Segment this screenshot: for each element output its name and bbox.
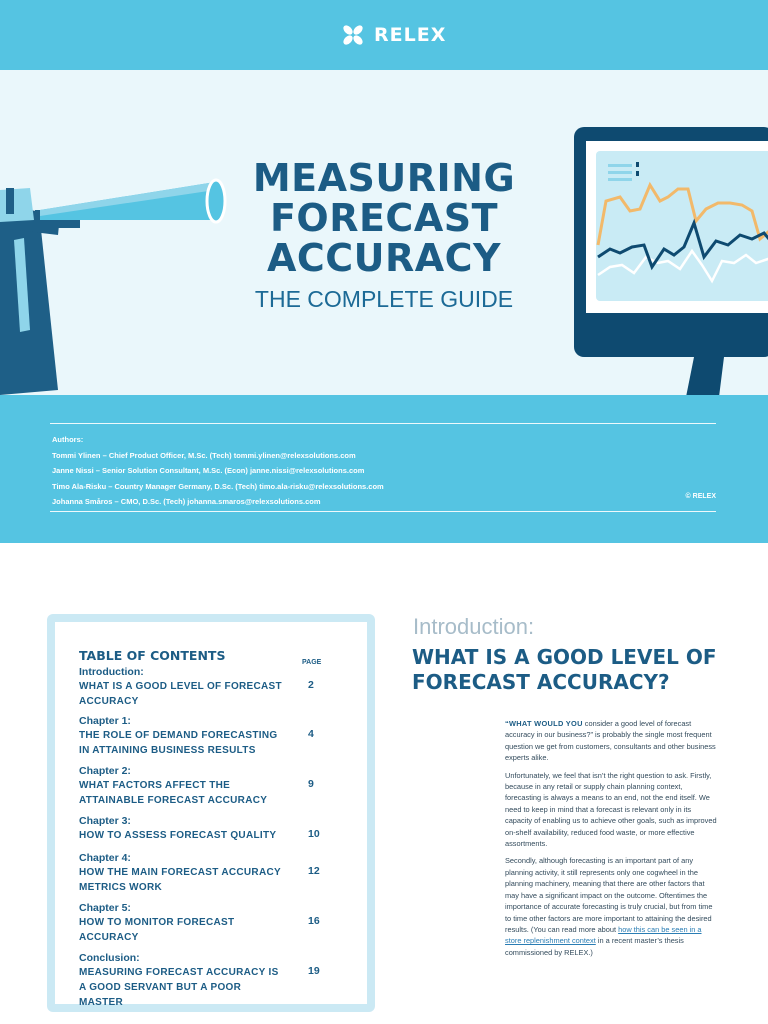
toc-name: WHAT FACTORS AFFECT THE ATTAINABLE FORECAST ACCURACY [79, 780, 268, 806]
author-2: Janne Nissi – Senior Solution Consultant, M.Sc. (Econ) janne.nissi@relexsolutions.com [52, 466, 365, 475]
intro-label: Introduction: [413, 614, 535, 639]
toc-chapter: Chapter 2: [79, 765, 131, 777]
authors-label: Authors: [52, 435, 84, 444]
toc-title: TABLE OF CONTENTS [79, 648, 226, 663]
author-3: Timo Ala-Risku – Country Manager Germany, D.Sc. (Tech) timo.ala-risku@relexsolutions.com [52, 481, 384, 491]
toc-chapter: Conclusion: [79, 952, 140, 964]
toc-name: HOW THE MAIN FORECAST ACCURACY METRICS WORK [79, 867, 281, 893]
toc-name: THE ROLE OF DEMAND FORECASTING IN ATTAINING BUSINESS RESULTS [79, 730, 278, 756]
toc-page: 4 [308, 728, 314, 740]
toc-page-header: PAGE [302, 659, 322, 666]
paragraph-text: in a recent master’s thesis commissioned by RELEX.) [505, 936, 684, 957]
toc-item-chapter-3[interactable] [79, 815, 359, 843]
toc-chapter: Chapter 4: [79, 852, 131, 864]
table-of-contents [47, 614, 375, 1012]
thesis-link[interactable]: how this can be seen in a store replenishment context [505, 924, 702, 946]
author-4: Johanna Småros – CMO, D.Sc. (Tech) johanna.smaros@relexsolutions.com [52, 497, 321, 506]
toc-name: WHAT IS A GOOD LEVEL OF FORECAST ACCURACY [79, 681, 282, 707]
toc-page: 16 [308, 915, 320, 927]
toc-chapter: Chapter 5: [79, 902, 131, 914]
toc-item-chapter-5[interactable] [79, 902, 359, 945]
toc-item-conclusion[interactable] [79, 952, 359, 1010]
intro-heading: WHAT IS A GOOD LEVEL OF FORECAST ACCURACY? [412, 645, 717, 694]
toc-name: MEASURING FORECAST ACCURACY IS A GOOD SERVANT BUT A POOR MASTER [79, 967, 279, 1008]
title-line-2: FORECAST [269, 196, 499, 240]
toc-page: 19 [308, 965, 320, 977]
toc-chapter: Introduction: [79, 666, 144, 678]
author-1: Tommi Ylinen – Chief Product Officer, M.Sc. (Tech) tommi.ylinen@relexsolutions.com [52, 450, 356, 460]
toc-page: 12 [308, 865, 320, 877]
toc-name: HOW TO ASSESS FORECAST QUALITY [79, 830, 277, 841]
intro-paragraph-2: Unfortunately, we feel that isn’t the right question to ask. Firstly, because in any retail or supply chain planning context, forecasting is always a means to an end, not the end itself. We need to keep in mind that a forecast is relevant only in its capacity of enabling us to achieve other goals, such as improved on-shelf availability, reduced food waste, or more effective assortments. [505, 770, 717, 849]
toc-page: 10 [308, 828, 320, 840]
relex-flower-icon [340, 22, 366, 48]
toc-chapter: Chapter 1: [79, 715, 131, 727]
paragraph-text: consider a good level of forecast accuracy in our business?” is probably the single most frequent question we get from customers, consultants and other business experts alike. [505, 719, 716, 763]
divider-top [50, 423, 716, 424]
intro-paragraph-1 [505, 718, 717, 764]
paragraph-text: Secondly, although forecasting is an important part of any planning activity, it still represents only one cogwheel in the planning machinery, meaning that there are other factors that may have a significant impact on the outcome. Oftentimes the importance of accurate forecasting is truly crucial, but from time to time other factors are more important to attaining the desired results. (You can read more about [505, 856, 713, 934]
copyright: © RELEX [685, 493, 716, 500]
title-line-3: ACCURACY [266, 236, 502, 280]
brand-name: RELEX [374, 24, 447, 46]
hero-section [0, 70, 768, 395]
authors-band [0, 395, 768, 543]
toc-name: HOW TO MONITOR FORECAST ACCURACY [79, 917, 235, 943]
divider-bottom [50, 511, 716, 512]
authors-list [52, 432, 384, 510]
guide-subtitle: THE COMPLETE GUIDE [254, 286, 514, 312]
toc-page: 2 [308, 679, 314, 691]
toc-item-chapter-2[interactable] [79, 765, 359, 808]
relex-logo [340, 22, 446, 48]
title-line-1: MEASURING [252, 156, 516, 200]
intro-body [505, 718, 717, 964]
toc-item-introduction[interactable] [79, 666, 359, 709]
toc-item-chapter-4[interactable] [79, 852, 359, 895]
toc-item-chapter-1[interactable] [79, 715, 359, 758]
intro-paragraph-3 [505, 855, 717, 958]
toc-page: 9 [308, 778, 314, 790]
toc-chapter: Chapter 3: [79, 815, 131, 827]
lead-in: “WHAT WOULD YOU [505, 719, 583, 728]
toc-panel [55, 622, 367, 1008]
top-banner [0, 0, 768, 70]
monitor-chart-illustration [574, 127, 768, 395]
